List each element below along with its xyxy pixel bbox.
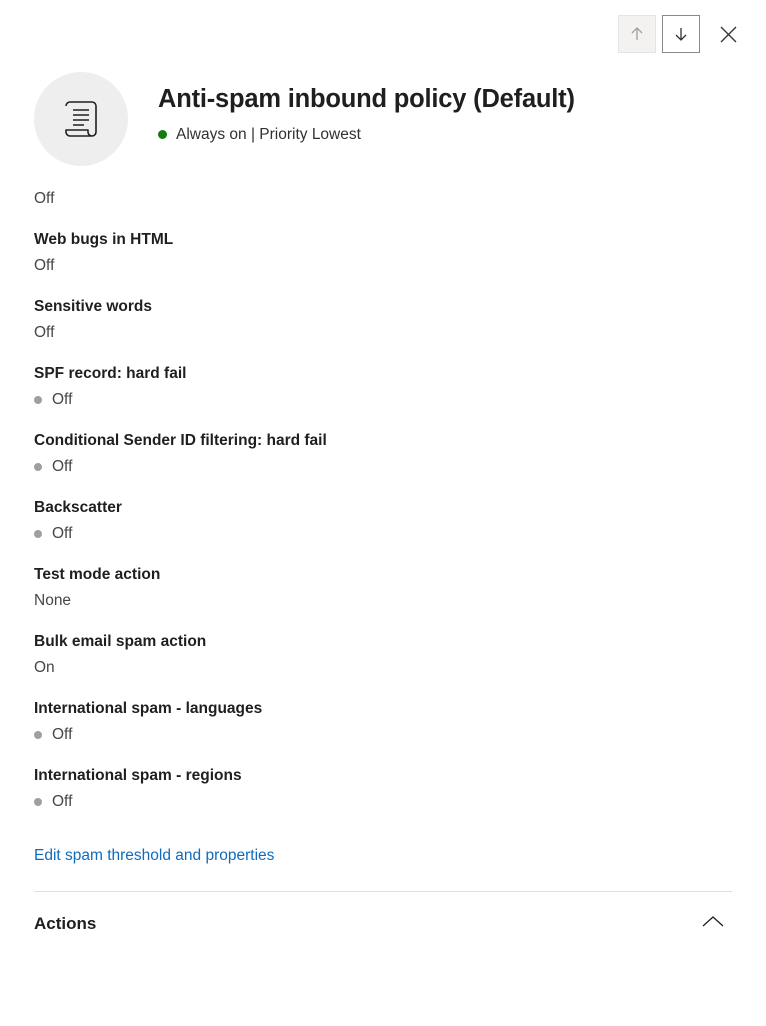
policy-scroll-icon xyxy=(34,72,128,166)
detail-value-text: On xyxy=(34,659,55,676)
detail-value-text: None xyxy=(34,592,72,609)
detail-value xyxy=(34,726,732,744)
status-text: Always on | Priority Lowest xyxy=(176,125,361,143)
detail-value-text: Off xyxy=(52,525,73,542)
detail-row xyxy=(34,767,732,811)
panel-toolbar xyxy=(0,0,766,68)
detail-label: Sensitive words xyxy=(34,298,153,315)
detail-value-text: Off xyxy=(52,391,73,408)
detail-label: Test mode action xyxy=(34,566,161,583)
bullet-dot-icon xyxy=(34,530,42,538)
detail-value xyxy=(34,525,732,543)
bullet-dot-icon xyxy=(34,798,42,806)
detail-value xyxy=(34,659,732,677)
detail-row xyxy=(34,499,732,543)
status-dot-icon xyxy=(158,130,167,139)
detail-label: International spam - languages xyxy=(34,700,263,717)
detail-value xyxy=(34,257,732,275)
bullet-dot-icon xyxy=(34,396,42,404)
detail-label: Bulk email spam action xyxy=(34,633,207,650)
close-icon xyxy=(719,25,738,44)
down-arrow-icon xyxy=(672,25,690,43)
detail-row xyxy=(34,432,732,476)
next-item-button[interactable] xyxy=(662,15,700,53)
panel-header xyxy=(0,70,766,166)
detail-value-text: Off xyxy=(52,726,73,743)
actions-section-header[interactable] xyxy=(34,914,732,940)
detail-label: SPF record: hard fail xyxy=(34,365,187,382)
detail-value-text: Off xyxy=(34,324,55,341)
scroll-icon-glyph xyxy=(61,98,101,140)
detail-label: Backscatter xyxy=(34,499,122,516)
detail-row xyxy=(34,365,732,409)
detail-value xyxy=(34,793,732,811)
detail-row xyxy=(34,700,732,744)
detail-row xyxy=(34,633,732,677)
detail-value xyxy=(34,592,732,610)
previous-item-button[interactable] xyxy=(618,15,656,53)
section-divider xyxy=(34,891,732,892)
detail-value-text: Off xyxy=(52,458,73,475)
detail-value-text: Off xyxy=(34,257,55,274)
bullet-dot-icon xyxy=(34,731,42,739)
up-arrow-icon xyxy=(628,25,646,43)
actions-section-title: Actions xyxy=(34,914,97,933)
page-title: Anti-spam inbound policy (Default) xyxy=(158,85,575,113)
detail-label: Web bugs in HTML xyxy=(34,231,174,248)
close-panel-button[interactable] xyxy=(708,15,748,53)
detail-value xyxy=(34,391,732,409)
chevron-up-icon[interactable] xyxy=(702,915,724,933)
policy-details-list xyxy=(0,190,766,940)
detail-row xyxy=(34,566,732,610)
status-badge xyxy=(158,126,575,144)
detail-row xyxy=(34,298,732,342)
bullet-dot-icon xyxy=(34,463,42,471)
detail-value xyxy=(34,458,732,476)
leading-value: Off xyxy=(34,190,55,207)
detail-label: International spam - regions xyxy=(34,767,242,784)
detail-value xyxy=(34,324,732,342)
chevron-up-glyph xyxy=(702,915,724,928)
detail-value-text: Off xyxy=(52,793,73,810)
detail-label: Conditional Sender ID filtering: hard fail xyxy=(34,432,327,449)
detail-row xyxy=(34,231,732,275)
edit-spam-threshold-link[interactable]: Edit spam threshold and properties xyxy=(34,847,275,864)
